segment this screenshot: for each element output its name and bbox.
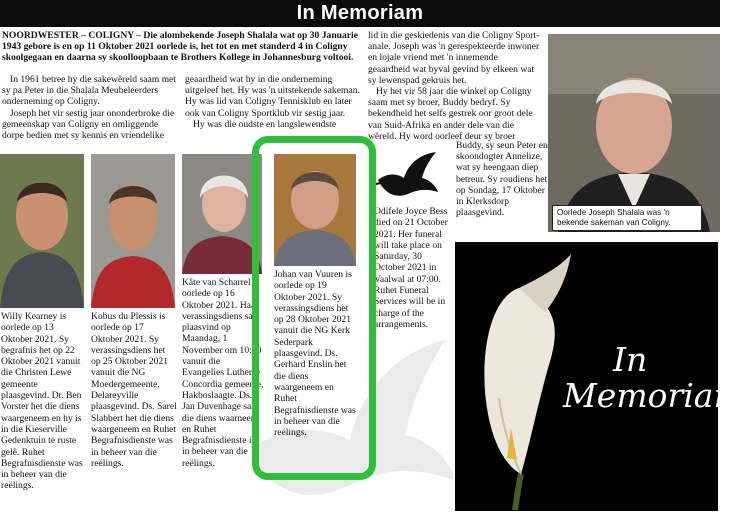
article-col-2 [185,74,363,130]
in-memoriam-line-2: Memoriam [563,376,745,415]
article-col-1 [2,74,180,141]
in-memoriam-emblem [453,240,745,513]
notice-willy: Willy Kearney is oorlede op 13 Oktober 2021. Sy begrafnis het op 22 Oktober 2021 vanuit die Christen Lewe gemeente plaasgevind. Dr. Ben Vorster het die diens waargeneem en hy is in die Kieserville Gedenktuin te ruste gelê. Ruhet Begrafnisdienste was in beheer van die reëlings. [1,311,83,492]
joseph-photo [548,34,720,232]
article-col-3 [368,30,540,142]
notice-odifele: Odifele Joyce Bess died on 21 October 2021. Her funeral will take place on Saturday, 30 October 2021 in Vaalwal at 07:00. Ruhet Funeral Services will be in charge of the arrangements. [374,206,448,330]
joseph-caption: Oorlede Joseph Shalala was 'n bekende sakeman van Coligny. [552,205,702,231]
article-para-2: Joseph het vir sestig jaar ononderbroke die gemeenskap van Coligny en omliggende dorpe bedien met sy kennis en vriendelike [2,107,175,142]
kate-photo [182,154,262,274]
kobus-photo [91,154,175,308]
notice-johan: Johan van Vuuren is oorlede op 19 Oktober 2021. Sy verassingsdiens het op 28 Oktober 2021 vanuit die NG Kerk Sederpark plaasgevind. Ds. Gerhard Enslin het die diens waargeneem en Ruhet Begrafnisdienste was in beheer van die reëlings. [274,269,356,439]
in-memoriam-line-1: In [613,340,648,379]
article-para-6: Hy het vir 58 jaar die winkel op Coligny saam met sy broer, Buddy bedryf. Sy bekendheid het selfs gestrek oor groot dele van Suid-Afrika en ander dele van die wêreld. Hy word oorleef deur sy broer [368,86,533,142]
article-col-4 [456,140,548,218]
article-para-3: geaardheid wat hy in die onderneming uitgeleef het. Hy was 'n uitstekende sakeman. Hy was lid van Coligny Tennisklub en later ook van Coligny Sportklub vir sestig jaar. [185,74,360,119]
article-para-5: lid in die geskiedenis van die Coligny Sport-anale. Joseph was 'n gerespekteerde inwoner en lojale vriend met 'n innemende geaardheid wat byval gevind by elkeen wat sy lewenspad gekruis het. [368,30,540,86]
dove-icon [374,150,442,202]
article-lead: NOORDWESTER – COLIGNY – Die alombekende Joseph Shalala wat op 30 Januarie 1943 gebore is en op 11 Oktober 2021 oorlede is, het tot en met standerd 4 in Coligny skoolgegaan en daarna sy skoolloopbaan te Brothers Kollege in Johannesburg voltooi. [2,30,358,64]
article-para-1: In 1961 betree hy die sakewêreld saam met sy pa Peter in die Shalala Meubeleerders onderneming op Coligny. [2,74,176,108]
notice-kobus: Kobus du Plessis is oorlede op 17 Oktober 2021. Sy verassingsdiens het op 25 Oktober 2021 vanuit die NG Moedergemeente, Delareyville plaasgevind. Ds. Sarel Slabbert het die diens waargeneem en Ruhet Begrafnisdienste was in beheer van die reëlings. [91,311,177,469]
article-para-4: Hy was die oudste en langslewendste [193,118,337,130]
johan-photo [274,154,356,266]
article-lead-column [2,30,360,64]
article-para-7: Buddy, sy seun Peter en skoondogter Annelize, wat sy heengaan diep betreur. Sy roudiens het op Sondag, 17 Oktober in Klerksdorp plaasgevind. [456,140,548,219]
notice-kate: Kâte van Scharrel is oorlede op 16 Oktober 2021. Haar verassingsdiens sal plaasvind op Maandag, 1 November om 10:00 vanuit die Evangelies Lutherse Concordia gemeente, Hakboslaagte. Ds. Jan Duvenhage sal die diens waarneem en Ruhet Begrafnisdienste is in beheer van die reëlings. [182,277,264,469]
willy-photo [0,154,84,308]
banner-title: In Memoriam [0,0,720,27]
